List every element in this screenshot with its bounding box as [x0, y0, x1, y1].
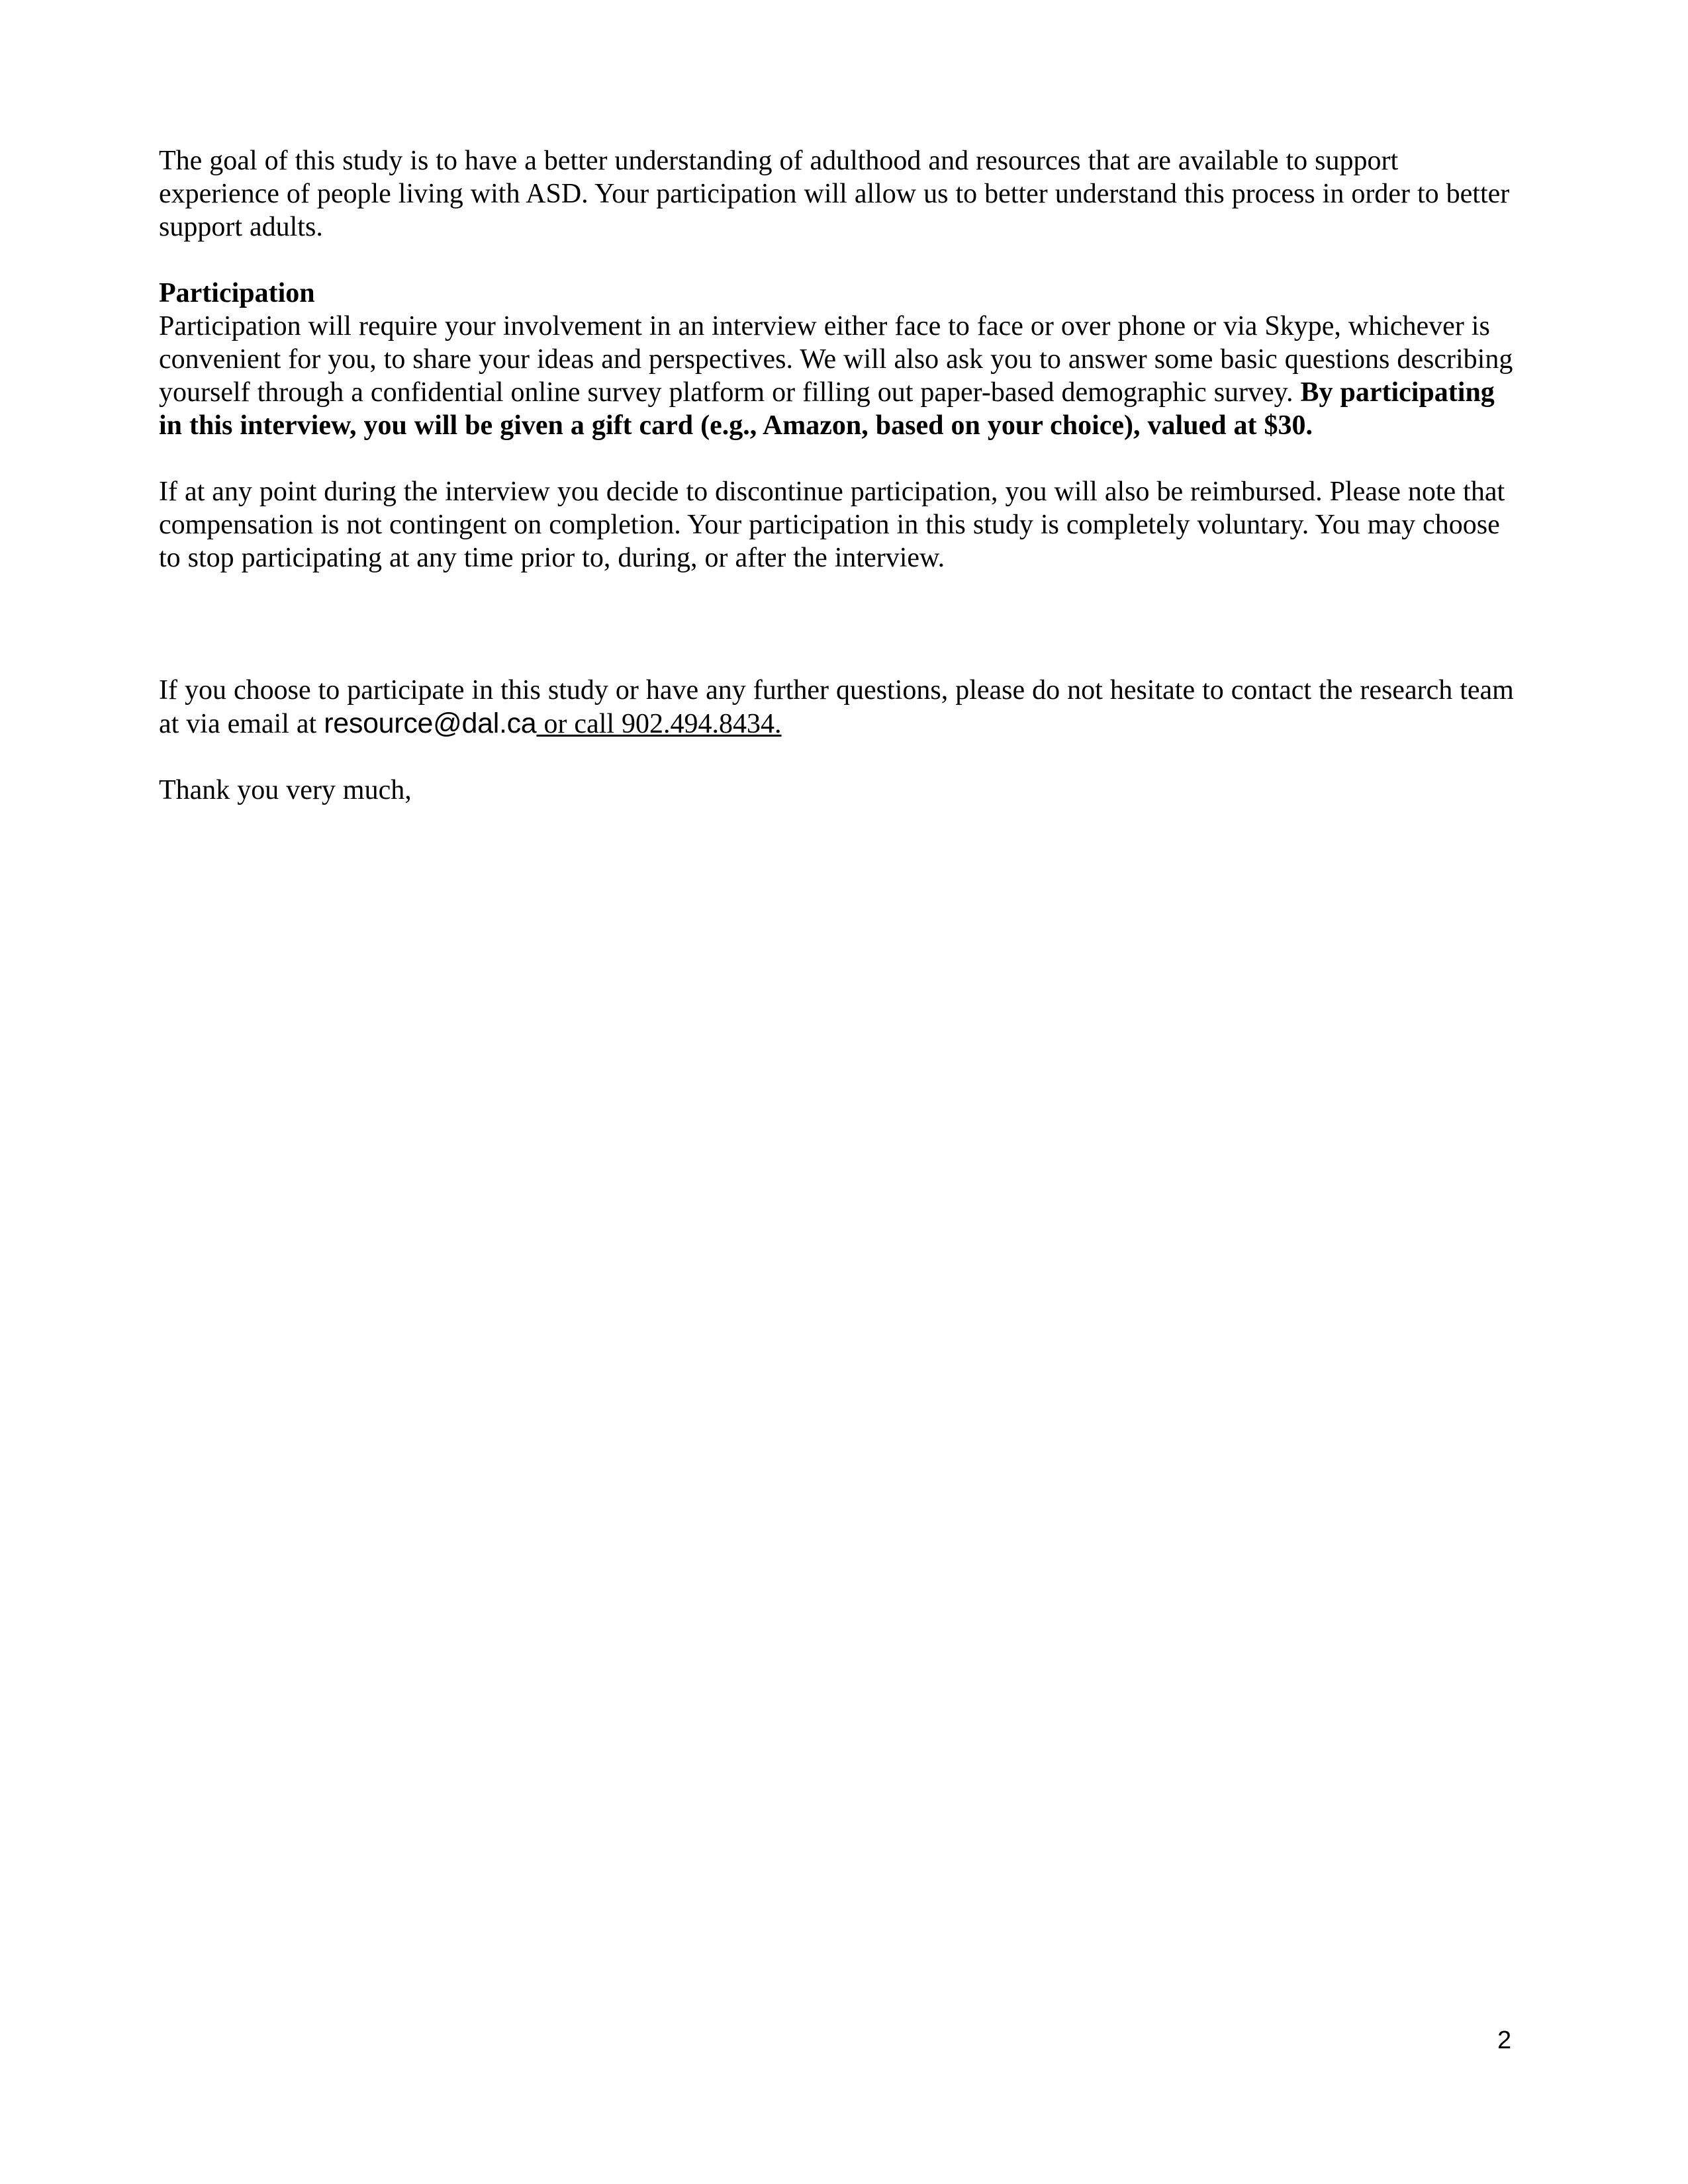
- paragraph-spacer: [159, 244, 1520, 277]
- participation-text-normal: Participation will require your involvement in an interview either face to face or over phone or via Skype, whichever is convenient for you, to share your ideas and perspectives. We will also ask you to answer some basic questions describing yourself through a confidential online survey platform or filling out paper-based demographic survey.: [159, 311, 1513, 408]
- paragraph-study-goal: The goal of this study is to have a better understanding of adulthood and resources that are available to support experience of people living with ASD. Your participation will allow us to better understand this process in order to better support adults.: [159, 146, 1510, 242]
- page-number: 2: [1497, 2026, 1512, 2054]
- paragraph-contact-information: [159, 674, 1520, 741]
- document-body: [159, 144, 1520, 807]
- paragraph-spacer: [159, 442, 1520, 475]
- paragraph-participation-details: [159, 310, 1520, 442]
- section-heading-participation: Participation: [159, 278, 315, 308]
- contact-lead-text: If you choose to participate in this study or have any further questions, please do not hesitate to contact the research team at via email at: [159, 675, 1514, 739]
- participation-text-bold-giftcard: By participating in this interview, you will be given a gift card (e.g., Amazon, based on your choice), valued at $30.: [159, 377, 1495, 441]
- paragraph-withdrawal-and-compensation: If at any point during the interview you decide to discontinue participation, you will also be reimbursed. Please note that compensation is not contingent on completion. Your participation in this study is completely voluntary. You may choose to stop participating at any time prior to, during, or after the interview.: [159, 477, 1505, 573]
- contact-phone-number[interactable]: or call 902.494.8434.: [536, 709, 782, 739]
- contact-email-address[interactable]: resource@dal.ca: [324, 707, 537, 739]
- paragraph-closing-salutation: Thank you very much,: [159, 775, 412, 805]
- paragraph-spacer: [159, 741, 1520, 774]
- paragraph-spacer-large: [159, 574, 1520, 674]
